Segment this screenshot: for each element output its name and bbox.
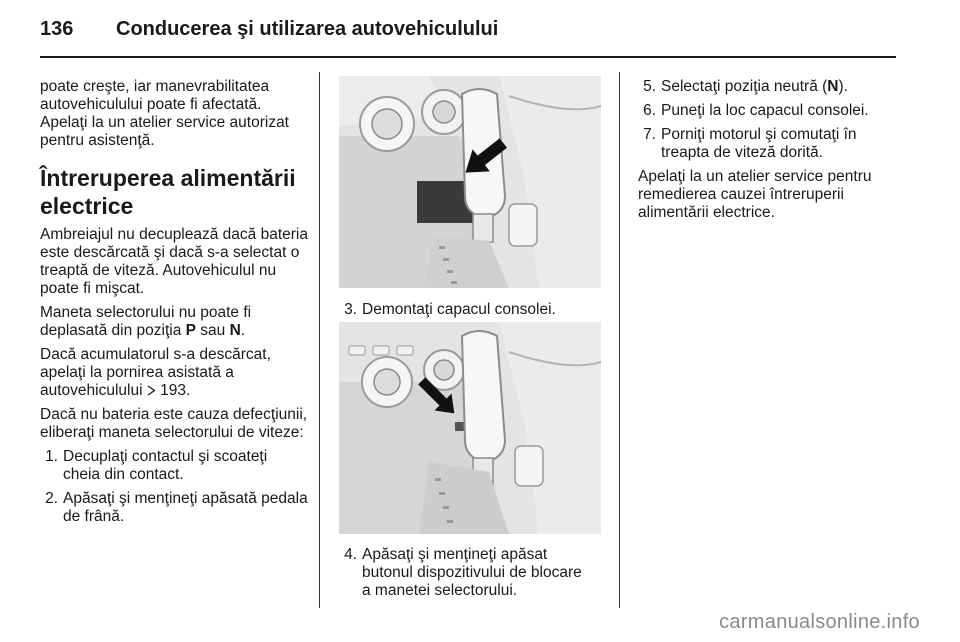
- column-divider: [319, 72, 320, 608]
- paragraph: Maneta selectorului nu poate fi deplasată din poziţia P sau N.: [40, 304, 252, 339]
- column-1: [40, 78, 308, 532]
- list-item: 7. Porniţi motorul şi comutaţi în treapta de viteză dorită.: [643, 126, 857, 161]
- page-title: Conducerea şi utilizarea autovehiculului: [116, 18, 499, 40]
- list-item: 1. Decuplaţi contactul şi scoateţi cheia din contact.: [45, 448, 268, 483]
- paragraph: Dacă acumulatorul s-a descărcat, apelaţi la pornirea asistată a autovehiculului 193.: [40, 346, 271, 399]
- page-number: 136: [40, 18, 74, 40]
- step-4-caption: 4. Apăsaţi şi menţineţi apăsat butonul dispozitivului de blocare a manetei selectorului.: [344, 546, 582, 599]
- step-3-caption: 3. Demontaţi capacul consolei.: [344, 301, 556, 318]
- header-rule: [40, 56, 896, 58]
- column-divider: [619, 72, 620, 608]
- step-list: [40, 448, 308, 526]
- section-heading: Întreruperea alimentării electrice: [40, 165, 296, 219]
- list-item: 2. Apăsaţi şi menţineţi apăsată pedala de frână.: [45, 490, 308, 525]
- list-item: 6. Puneţi la loc capacul consolei.: [643, 102, 869, 119]
- page-reference-arrow-icon: [147, 382, 156, 399]
- intro-paragraph: poate creşte, iar manevrabilitatea autovehiculului poate fi afectată. Apelaţi la un atelier service autorizat pentru asistenţă.: [40, 78, 289, 149]
- console-cover-illustration: [339, 76, 601, 288]
- watermark: carmanualsonline.info: [719, 611, 920, 633]
- lock-button-illustration: [339, 322, 601, 534]
- paragraph: Dacă nu bateria este cauza defecţiunii, eliberaţi maneta selectorului de viteze:: [40, 406, 308, 441]
- column-3: [638, 78, 900, 228]
- closing-paragraph: Apelaţi la un atelier service pentru remedierea cauzei întreruperii alimentării electrice.: [638, 168, 872, 221]
- step-list: [638, 78, 900, 162]
- paragraph: Ambreiajul nu decuplează dacă bateria este descărcată şi dacă s-a selectat o treaptă de viteză. Autovehiculul nu poate fi mişcat.: [40, 226, 308, 297]
- list-item: 5. Selectaţi poziţia neutră (N).: [643, 78, 848, 95]
- page-reference[interactable]: 193.: [160, 382, 191, 399]
